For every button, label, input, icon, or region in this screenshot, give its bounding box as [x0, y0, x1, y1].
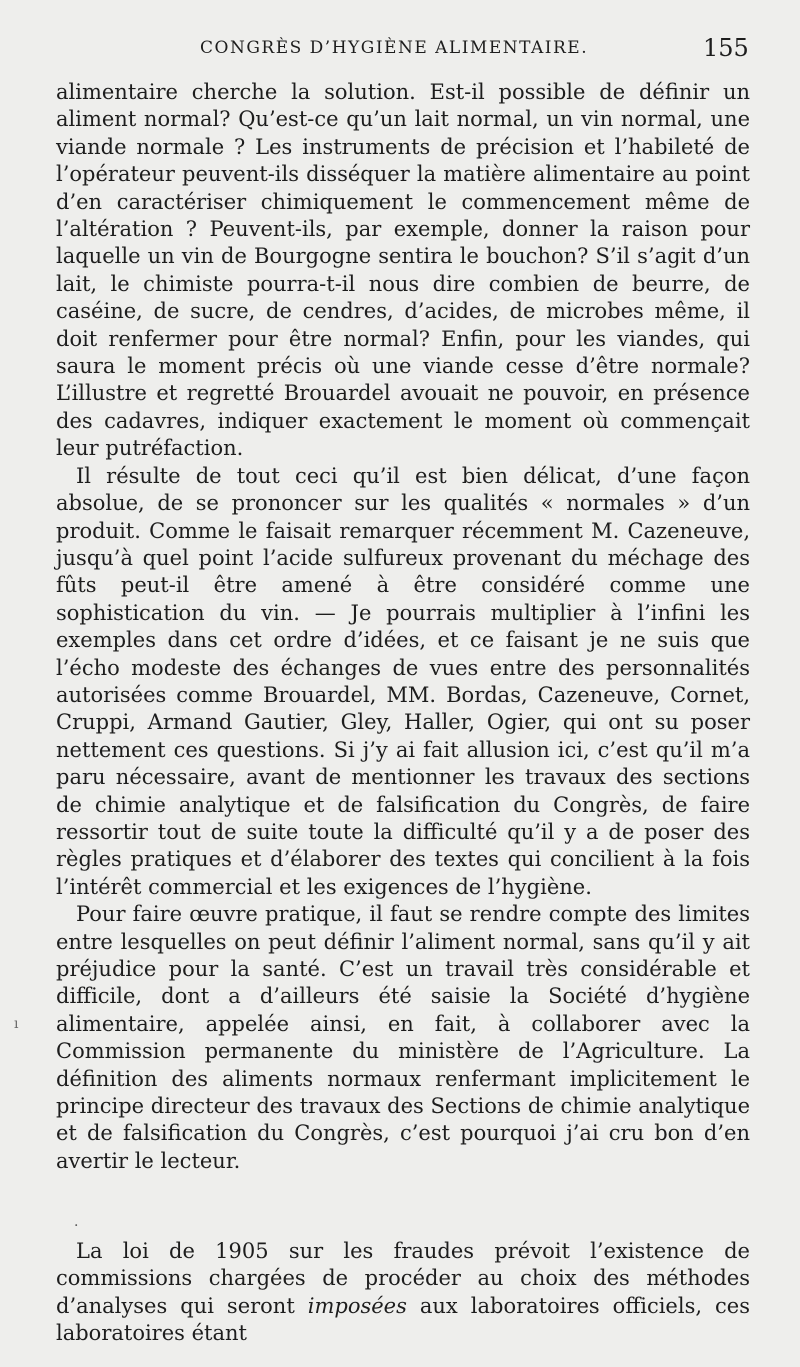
paragraph-law-1905 [56, 1238, 750, 1348]
paragraph: Il résulte de tout ceci qu’il est bien délicat, d’une façon absolue, de se prononcer sur les qualités « normales » d’un produit. Comme le faisait remarquer récemment M. Cazeneuve, jusqu’à quel point l’acide sulfureux provenant du méchage des fûts peut-il être amené à être considéré comme une sophistication du vin. — Je pourrais multiplier à l’infini les exemples dans cet ordre d’idées, et ce faisant je ne suis que l’écho modeste des échanges de vues entre des personnalités autorisées comme Brouardel, MM. Bordas, Cazeneuve, Cornet, Cruppi, Armand Gautier, Gley, Haller, Ogier, qui ont su poser nettement ces questions. Si j’y ai fait allusion ici, c’est qu’il m’a paru nécessaire, avant de mentionner les travaux des sections de chimie analytique et de falsification du Congrès, de faire ressortir tout de suite toute la difficulté qu’il y a de poser des règles pratiques et d’élaborer des textes qui concilient à la fois l’intérêt commercial et les exigences de l’hygiène. [56, 463, 750, 899]
page-header [0, 34, 800, 68]
paragraph-continued: alimentaire cherche la solution. Est-il possible de définir un aliment normal? Qu’est-ce qu’un lait normal, un vin normal, une viande normale ? Les instruments de précision et l’habileté de l’opérateur peuvent-ils disséquer la matière alimentaire au point d’en caractériser chimiquement le commencement même de l’altération ? Peuvent-ils, par exemple, donner la raison pour laquelle un vin de Bourgogne sentira le bouchon? S’il s’agit d’un lait, le chimiste pourra-t-il nous dire combien de beurre, de caséine, de sucre, de cendres, d’acides, de microbes même, il doit renfermer pour être normal? Enfin, pour les viandes, qui saura le moment précis où une viande cesse d’être normale? L’illustre et regretté Brouardel avouait ne pouvoir, en présence des cadavres, indiquer exactement le moment où commençait leur putréfaction. [56, 80, 750, 461]
body-text-lower [56, 1238, 750, 1348]
body-text [56, 79, 750, 1175]
page-number: 155 [703, 34, 749, 62]
text-run: La loi de 1905 sur les fraudes prévoit l’existence de commissions chargées de procéder au choix des méthodes d’analyses qui seront [56, 1239, 750, 1318]
paragraph: Pour faire œuvre pratique, il faut se rendre compte des limites entre lesquelles on peut définir l’aliment normal, sans qu’il y ait préjudice pour la santé. C’est un travail très considérable et difficile, dont a d’ailleurs été saisie la Société d’hygiène alimentaire, appelée ainsi, en fait, à collaborer avec la Commission permanente du ministère de l’Agriculture. La définition des aliments normaux renfermant implicitement le principe directeur des travaux des Sections de chimie analytique et de falsification du Congrès, c’est pourquoi j’ai cru bon d’en avertir le lecteur. [56, 902, 750, 1173]
margin-mark: ı [14, 1016, 19, 1032]
text-run: aux laboratoires officiels, ces laboratoires étant [56, 1293, 750, 1346]
emphasis-text: imposées [307, 1293, 407, 1318]
section-separator: · [74, 1218, 79, 1234]
running-title: CONGRÈS D’HYGIÈNE ALIMENTAIRE. [200, 38, 589, 58]
